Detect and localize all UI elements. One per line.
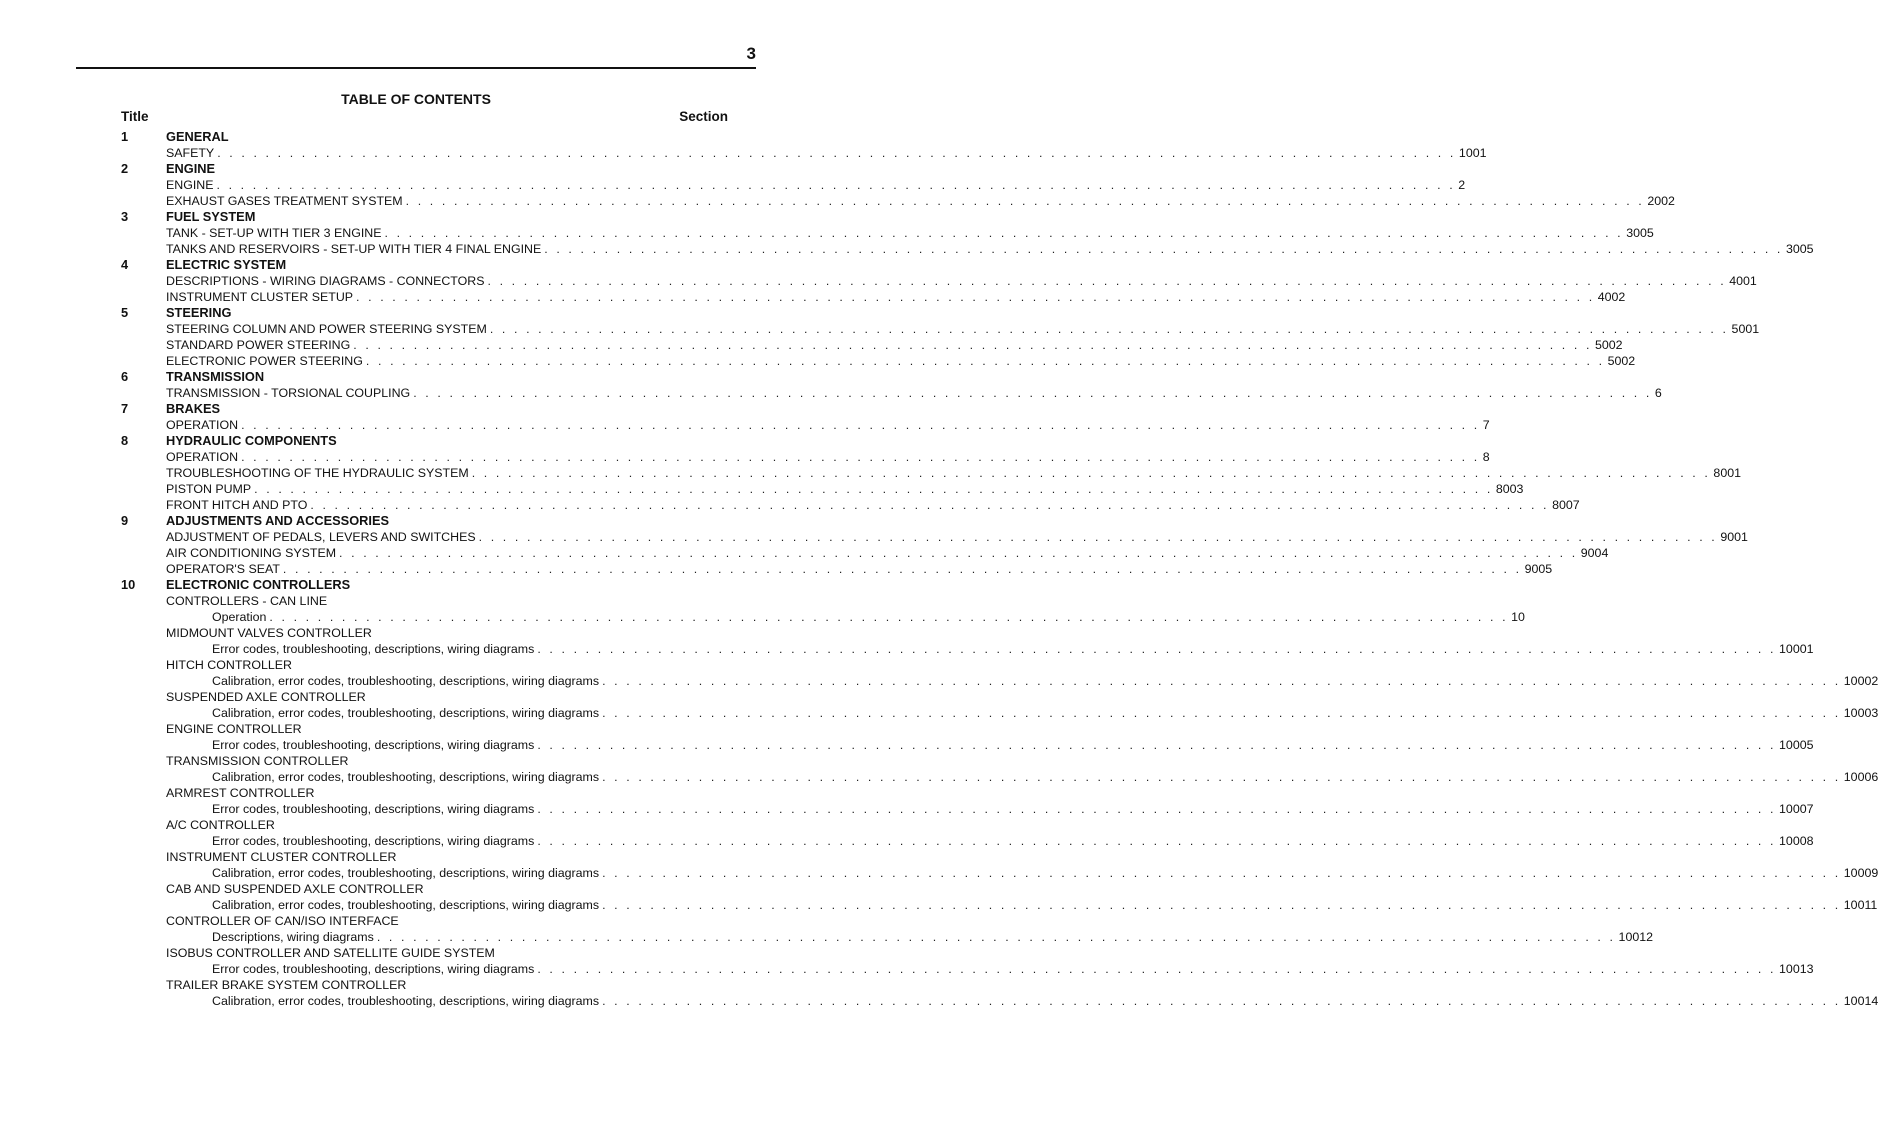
dot-leader: . . . . . . . . . . . . . . . . . . . . . . . . . . . . . . . . . . . . . . . . . . . . . . . . . . . . . . . . . . . . . . . . . . . . . . . . . . . . . . . . . . . . . . . . . . . . . . . . . . . . . . .	[602, 674, 1841, 688]
toc-entry[interactable]	[121, 561, 1553, 577]
dot-leader: . . . . . . . . . . . . . . . . . . . . . . . . . . . . . . . . . . . . . . . . . . . . . . . . . . . . . . . . . . . . . . . . . . . . . . . . . . . . . . . . . . . . . . . . . . . . . . . . . . . . . . .	[376, 930, 1616, 944]
toc-section-heading	[121, 577, 728, 593]
dot-leader: . . . . . . . . . . . . . . . . . . . . . . . . . . . . . . . . . . . . . . . . . . . . . . . . . . . . . . . . . . . . . . . . . . . . . . . . . . . . . . . . . . . . . . . . . . . . . . . . . . . . . . .	[602, 706, 1841, 720]
section-number: 5	[121, 305, 129, 320]
dot-leader: . . . . . . . . . . . . . . . . . . . . . . . . . . . . . . . . . . . . . . . . . . . . . . . . . . . . . . . . . . . . . . . . . . . . . . . . . . . . . . . . . . . . . . . . . . . . . . . . . . . . . . .	[537, 802, 1777, 816]
toc-entry-label: TANKS AND RESERVOIRS - SET-UP WITH TIER 4 FINAL ENGINE	[166, 242, 542, 256]
toc-subsection-name	[121, 977, 728, 993]
toc-entry[interactable]	[121, 465, 1741, 481]
toc-entry-label: STANDARD POWER STEERING	[166, 338, 351, 352]
dot-leader: . . . . . . . . . . . . . . . . . . . . . . . . . . . . . . . . . . . . . . . . . . . . . . . . . . . . . . . . . . . . . . . . . . . . . . . . . . . . . . . . . . . . . . . . . . . . . . . . . . . . . . .	[241, 450, 1480, 464]
section-number: 6	[121, 369, 129, 384]
toc-page-number: 10011	[1843, 898, 1878, 912]
dot-leader: . . . . . . . . . . . . . . . . . . . . . . . . . . . . . . . . . . . . . . . . . . . . . . . . . . . . . . . . . . . . . . . . . . . . . . . . . . . . . . . . . . . . . . . . . . . . . . . . . . . . . . .	[537, 962, 1777, 976]
toc-entry-label: Calibration, error codes, troubleshooting, descriptions, wiring diagrams	[212, 866, 600, 880]
toc-entry-label: Calibration, error codes, troubleshooting, descriptions, wiring diagrams	[212, 994, 600, 1008]
toc-entry-label: Calibration, error codes, troubleshooting, descriptions, wiring diagrams	[212, 898, 600, 912]
subsection-name: CAB AND SUSPENDED AXLE CONTROLLER	[166, 882, 424, 896]
toc-page-number: 2002	[1647, 194, 1675, 208]
dot-leader: . . . . . . . . . . . . . . . . . . . . . . . . . . . . . . . . . . . . . . . . . . . . . . . . . . . . . . . . . . . . . . . . . . . . . . . . . . . . . . . . . . . . . . . . . . . . . . . . . . . . . . .	[356, 290, 1595, 304]
subsection-name: TRANSMISSION CONTROLLER	[166, 754, 349, 768]
toc-entry-label: EXHAUST GASES TREATMENT SYSTEM	[166, 194, 403, 208]
toc-subsection-name	[121, 817, 728, 833]
dot-leader: . . . . . . . . . . . . . . . . . . . . . . . . . . . . . . . . . . . . . . . . . . . . . . . . . . . . . . . . . . . . . . . . . . . . . . . . . . . . . . . . . . . . . . . . . . . . . . . . . . . . . . .	[602, 898, 1841, 912]
toc-page-number: 10009	[1843, 866, 1878, 880]
column-headers	[121, 109, 728, 125]
toc-entry[interactable]	[121, 529, 1748, 545]
section-heading: BRAKES	[166, 401, 221, 416]
toc-entry[interactable]	[121, 225, 1654, 241]
toc-page-number: 5002	[1607, 354, 1636, 368]
toc-page-number: 9005	[1524, 562, 1553, 576]
dot-leader: . . . . . . . . . . . . . . . . . . . . . . . . . . . . . . . . . . . . . . . . . . . . . . . . . . . . . . . . . . . . . . . . . . . . . . . . . . . . . . . . . . . . . . . . . . . . . . . . . . . . . . .	[282, 562, 1522, 576]
toc-entry-label: FRONT HITCH AND PTO	[166, 498, 308, 512]
toc-entry[interactable]	[121, 177, 1466, 193]
toc-page-number: 3005	[1785, 242, 1814, 256]
section-heading: TRANSMISSION	[166, 369, 265, 384]
toc-subentry[interactable]	[121, 993, 1878, 1009]
toc-section-heading	[121, 257, 728, 273]
dot-leader: . . . . . . . . . . . . . . . . . . . . . . . . . . . . . . . . . . . . . . . . . . . . . . . . . . . . . . . . . . . . . . . . . . . . . . . . . . . . . . . . . . . . . . . . . . . . . . . . . . . . . . .	[602, 770, 1841, 784]
dot-leader: . . . . . . . . . . . . . . . . . . . . . . . . . . . . . . . . . . . . . . . . . . . . . . . . . . . . . . . . . . . . . . . . . . . . . . . . . . . . . . . . . . . . . . . . . . . . . . . . . . . . . . .	[544, 242, 1783, 256]
section-number: 1	[121, 129, 129, 144]
section-number: 10	[121, 577, 136, 592]
toc-subentry[interactable]	[121, 609, 1525, 625]
subsection-name: HITCH CONTROLLER	[166, 658, 292, 672]
toc-page-number: 10014	[1843, 994, 1878, 1008]
toc-page-number: 1001	[1458, 146, 1487, 160]
toc-subsection-name	[121, 625, 728, 641]
toc-entry-label: STEERING COLUMN AND POWER STEERING SYSTEM	[166, 322, 487, 336]
toc-entry[interactable]	[121, 337, 1623, 353]
dot-leader: . . . . . . . . . . . . . . . . . . . . . . . . . . . . . . . . . . . . . . . . . . . . . . . . . . . . . . . . . . . . . . . . . . . . . . . . . . . . . . . . . . . . . . . . . . . . . . . . . . . . . . .	[353, 338, 1592, 352]
dot-leader: . . . . . . . . . . . . . . . . . . . . . . . . . . . . . . . . . . . . . . . . . . . . . . . . . . . . . . . . . . . . . . . . . . . . . . . . . . . . . . . . . . . . . . . . . . . . . . . . . . . . . . .	[241, 418, 1480, 432]
subsection-name: TRAILER BRAKE SYSTEM CONTROLLER	[166, 978, 407, 992]
toc-entry[interactable]	[121, 497, 1580, 513]
dot-leader: . . . . . . . . . . . . . . . . . . . . . . . . . . . . . . . . . . . . . . . . . . . . . . . . . . . . . . . . . . . . . . . . . . . . . . . . . . . . . . . . . . . . . . . . . . . . . . . . . . . . . . .	[537, 834, 1777, 848]
toc-page-number: 9001	[1720, 530, 1748, 544]
header-rule	[76, 67, 756, 69]
section-heading: ADJUSTMENTS AND ACCESSORIES	[166, 513, 390, 528]
toc-page-number: 5001	[1731, 322, 1760, 336]
toc-section-heading	[121, 305, 728, 321]
toc-page-number: 8007	[1552, 498, 1580, 512]
toc-subentry[interactable]	[121, 961, 1814, 977]
subsection-name: A/C CONTROLLER	[166, 818, 275, 832]
toc-subsection-name	[121, 849, 728, 865]
toc-page-number: 6	[1654, 386, 1662, 400]
toc-subentry[interactable]	[121, 673, 1878, 689]
toc-page-number: 8003	[1495, 482, 1524, 496]
toc-entry-label: ADJUSTMENT OF PEDALS, LEVERS AND SWITCHES	[166, 530, 476, 544]
section-heading: FUEL SYSTEM	[166, 209, 256, 224]
toc-entry[interactable]	[121, 417, 1490, 433]
toc-page-number: 10002	[1843, 674, 1878, 688]
dot-leader: . . . . . . . . . . . . . . . . . . . . . . . . . . . . . . . . . . . . . . . . . . . . . . . . . . . . . . . . . . . . . . . . . . . . . . . . . . . . . . . . . . . . . . . . . . . . . . . . . . . . . . .	[216, 178, 1456, 192]
dot-leader: . . . . . . . . . . . . . . . . . . . . . . . . . . . . . . . . . . . . . . . . . . . . . . . . . . . . . . . . . . . . . . . . . . . . . . . . . . . . . . . . . . . . . . . . . . . . . . . . . . . . . . .	[413, 386, 1652, 400]
subsection-name: ENGINE CONTROLLER	[166, 722, 302, 736]
toc-subentry[interactable]	[121, 769, 1878, 785]
toc-page-number: 5002	[1595, 338, 1623, 352]
toc-page-number: 4002	[1597, 290, 1626, 304]
toc-section-heading	[121, 513, 728, 529]
toc-entry-label: Error codes, troubleshooting, descriptions, wiring diagrams	[212, 738, 535, 752]
section-number: 9	[121, 513, 129, 528]
toc-entry-label: TRANSMISSION - TORSIONAL COUPLING	[166, 386, 411, 400]
toc-page-number: 10006	[1843, 770, 1878, 784]
section-heading: STEERING	[166, 305, 232, 320]
toc-page-number: 10001	[1779, 642, 1814, 656]
subsection-name: MIDMOUNT VALVES CONTROLLER	[166, 626, 372, 640]
toc-entry-label: PISTON PUMP	[166, 482, 252, 496]
toc-entry-label: DESCRIPTIONS - WIRING DIAGRAMS - CONNECTORS	[166, 274, 485, 288]
toc-entry[interactable]	[121, 289, 1626, 305]
toc-entry-label: ENGINE	[166, 178, 214, 192]
toc-subentry[interactable]	[121, 705, 1878, 721]
dot-leader: . . . . . . . . . . . . . . . . . . . . . . . . . . . . . . . . . . . . . . . . . . . . . . . . . . . . . . . . . . . . . . . . . . . . . . . . . . . . . . . . . . . . . . . . . . . . . . . . . . . . . . .	[269, 610, 1509, 624]
toc-entry-label: Descriptions, wiring diagrams	[212, 930, 374, 944]
dot-leader: . . . . . . . . . . . . . . . . . . . . . . . . . . . . . . . . . . . . . . . . . . . . . . . . . . . . . . . . . . . . . . . . . . . . . . . . . . . . . . . . . . . . . . . . . . . . . . . . . . . . . . .	[602, 866, 1841, 880]
toc-page-number: 10008	[1779, 834, 1814, 848]
toc-subsection-name	[121, 785, 728, 801]
toc-entry[interactable]	[121, 321, 1760, 337]
toc-entry-label: AIR CONDITIONING SYSTEM	[166, 546, 337, 560]
section-heading: ELECTRIC SYSTEM	[166, 257, 287, 272]
dot-leader: . . . . . . . . . . . . . . . . . . . . . . . . . . . . . . . . . . . . . . . . . . . . . . . . . . . . . . . . . . . . . . . . . . . . . . . . . . . . . . . . . . . . . . . . . . . . . . . . . . . . . . .	[478, 530, 1718, 544]
toc-entry-label: Operation	[212, 610, 267, 624]
subsection-name: ISOBUS CONTROLLER AND SATELLITE GUIDE SYSTEM	[166, 946, 495, 960]
dot-leader: . . . . . . . . . . . . . . . . . . . . . . . . . . . . . . . . . . . . . . . . . . . . . . . . . . . . . . . . . . . . . . . . . . . . . . . . . . . . . . . . . . . . . . . . . . . . . . . . . . . . . . .	[384, 226, 1624, 240]
section-number: 4	[121, 257, 129, 272]
section-heading: GENERAL	[166, 129, 229, 144]
toc-entry-label: Error codes, troubleshooting, descriptions, wiring diagrams	[212, 642, 535, 656]
subsection-name: INSTRUMENT CLUSTER CONTROLLER	[166, 850, 397, 864]
toc-section-heading	[121, 369, 728, 385]
dot-leader: . . . . . . . . . . . . . . . . . . . . . . . . . . . . . . . . . . . . . . . . . . . . . . . . . . . . . . . . . . . . . . . . . . . . . . . . . . . . . . . . . . . . . . . . . . . . . . . . . . . . . . .	[254, 482, 1493, 496]
toc-section-heading	[121, 209, 728, 225]
column-header-title: Title	[121, 109, 149, 124]
dot-leader: . . . . . . . . . . . . . . . . . . . . . . . . . . . . . . . . . . . . . . . . . . . . . . . . . . . . . . . . . . . . . . . . . . . . . . . . . . . . . . . . . . . . . . . . . . . . . . . . . . . . . . .	[537, 642, 1777, 656]
dot-leader: . . . . . . . . . . . . . . . . . . . . . . . . . . . . . . . . . . . . . . . . . . . . . . . . . . . . . . . . . . . . . . . . . . . . . . . . . . . . . . . . . . . . . . . . . . . . . . . . . . . . . . .	[339, 546, 1578, 560]
toc-subsection-name	[121, 657, 728, 673]
toc-entry-label: OPERATION	[166, 450, 239, 464]
toc-entry-label: INSTRUMENT CLUSTER SETUP	[166, 290, 354, 304]
toc-entry[interactable]	[121, 353, 1636, 369]
section-number: 8	[121, 433, 129, 448]
toc-page-number: 3005	[1626, 226, 1654, 240]
toc-subentry[interactable]	[121, 833, 1814, 849]
toc-subentry[interactable]	[121, 929, 1654, 945]
toc-entry-label: Error codes, troubleshooting, descriptions, wiring diagrams	[212, 802, 535, 816]
subsection-name: CONTROLLER OF CAN/ISO INTERFACE	[166, 914, 399, 928]
toc-page-number: 8001	[1713, 466, 1741, 480]
toc-subsection-name	[121, 945, 728, 961]
toc-subsection-name	[121, 881, 728, 897]
toc-entry-label: Calibration, error codes, troubleshooting, descriptions, wiring diagrams	[212, 770, 600, 784]
dot-leader: . . . . . . . . . . . . . . . . . . . . . . . . . . . . . . . . . . . . . . . . . . . . . . . . . . . . . . . . . . . . . . . . . . . . . . . . . . . . . . . . . . . . . . . . . . . . . . . . . . . . . . .	[487, 274, 1727, 288]
toc-subsection-name	[121, 689, 728, 705]
toc-entry[interactable]	[121, 449, 1490, 465]
toc-page-number: 10007	[1779, 802, 1814, 816]
toc-entry-label: Error codes, troubleshooting, descriptions, wiring diagrams	[212, 962, 535, 976]
toc-subsection-name	[121, 721, 728, 737]
toc-entry-label: OPERATION	[166, 418, 239, 432]
section-number: 2	[121, 161, 129, 176]
section-number: 7	[121, 401, 129, 416]
toc-entry[interactable]	[121, 193, 1675, 209]
dot-leader: . . . . . . . . . . . . . . . . . . . . . . . . . . . . . . . . . . . . . . . . . . . . . . . . . . . . . . . . . . . . . . . . . . . . . . . . . . . . . . . . . . . . . . . . . . . . . . . . . . . . . . .	[310, 498, 1550, 512]
toc-section-heading	[121, 161, 728, 177]
toc-page-number: 10013	[1779, 962, 1814, 976]
toc-entry-label: SAFETY	[166, 146, 215, 160]
toc-entry[interactable]	[121, 273, 1757, 289]
toc-page-number: 10012	[1618, 930, 1654, 944]
toc-subsection-name	[121, 913, 728, 929]
dot-leader: . . . . . . . . . . . . . . . . . . . . . . . . . . . . . . . . . . . . . . . . . . . . . . . . . . . . . . . . . . . . . . . . . . . . . . . . . . . . . . . . . . . . . . . . . . . . . . . . . . . . . . .	[405, 194, 1645, 208]
toc-entry[interactable]	[121, 545, 1609, 561]
page-title: TABLE OF CONTENTS	[341, 91, 491, 107]
toc-entry[interactable]	[121, 385, 1662, 401]
dot-leader: . . . . . . . . . . . . . . . . . . . . . . . . . . . . . . . . . . . . . . . . . . . . . . . . . . . . . . . . . . . . . . . . . . . . . . . . . . . . . . . . . . . . . . . . . . . . . . . . . . . . . . .	[602, 994, 1841, 1008]
toc-entry-label: OPERATOR'S SEAT	[166, 562, 280, 576]
toc-subsection-name	[121, 753, 728, 769]
toc-subentry[interactable]	[121, 865, 1878, 881]
section-heading: HYDRAULIC COMPONENTS	[166, 433, 337, 448]
toc-subsection-name	[121, 593, 728, 609]
toc-entry-label: ELECTRONIC POWER STEERING	[166, 354, 363, 368]
toc-entry[interactable]	[121, 145, 1487, 161]
toc-section-heading	[121, 129, 728, 145]
toc-entry-label: TANK - SET-UP WITH TIER 3 ENGINE	[166, 226, 382, 240]
toc-subentry[interactable]	[121, 897, 1878, 913]
toc-entry[interactable]	[121, 481, 1524, 497]
dot-leader: . . . . . . . . . . . . . . . . . . . . . . . . . . . . . . . . . . . . . . . . . . . . . . . . . . . . . . . . . . . . . . . . . . . . . . . . . . . . . . . . . . . . . . . . . . . . . . . . . . . . . . .	[537, 738, 1777, 752]
toc-entry-label: Calibration, error codes, troubleshooting, descriptions, wiring diagrams	[212, 706, 600, 720]
toc-entry-label: Error codes, troubleshooting, descriptions, wiring diagrams	[212, 834, 535, 848]
toc-page-number: 10003	[1843, 706, 1878, 720]
subsection-name: CONTROLLERS - CAN LINE	[166, 594, 328, 608]
section-number: 3	[121, 209, 129, 224]
column-header-section: Section	[679, 109, 728, 124]
page-number: 3	[746, 44, 756, 63]
toc-section-heading	[121, 401, 728, 417]
toc-page-number: 4001	[1729, 274, 1757, 288]
subsection-name: SUSPENDED AXLE CONTROLLER	[166, 690, 366, 704]
toc-section-heading	[121, 433, 728, 449]
subsection-name: ARMREST CONTROLLER	[166, 786, 315, 800]
toc-entry[interactable]	[121, 241, 1814, 257]
toc-subentry[interactable]	[121, 801, 1814, 817]
toc-page-number: 8	[1482, 450, 1490, 464]
toc-entry-label: Calibration, error codes, troubleshooting, descriptions, wiring diagrams	[212, 674, 600, 688]
toc-entry-label: TROUBLESHOOTING OF THE HYDRAULIC SYSTEM	[166, 466, 469, 480]
toc-page-number: 10	[1511, 610, 1525, 624]
dot-leader: . . . . . . . . . . . . . . . . . . . . . . . . . . . . . . . . . . . . . . . . . . . . . . . . . . . . . . . . . . . . . . . . . . . . . . . . . . . . . . . . . . . . . . . . . . . . . . . . . . . . . . .	[489, 322, 1729, 336]
table-of-contents	[121, 129, 1878, 1009]
dot-leader: . . . . . . . . . . . . . . . . . . . . . . . . . . . . . . . . . . . . . . . . . . . . . . . . . . . . . . . . . . . . . . . . . . . . . . . . . . . . . . . . . . . . . . . . . . . . . . . . . . . . . . .	[471, 466, 1711, 480]
toc-page-number: 2	[1458, 178, 1466, 192]
toc-page-number: 10005	[1779, 738, 1814, 752]
toc-page-number: 9004	[1580, 546, 1609, 560]
dot-leader: . . . . . . . . . . . . . . . . . . . . . . . . . . . . . . . . . . . . . . . . . . . . . . . . . . . . . . . . . . . . . . . . . . . . . . . . . . . . . . . . . . . . . . . . . . . . . . . . . . . . . . .	[365, 354, 1605, 368]
section-heading: ENGINE	[166, 161, 216, 176]
toc-subentry[interactable]	[121, 737, 1814, 753]
toc-page-number: 7	[1482, 418, 1490, 432]
toc-subentry[interactable]	[121, 641, 1814, 657]
section-heading: ELECTRONIC CONTROLLERS	[166, 577, 351, 592]
dot-leader: . . . . . . . . . . . . . . . . . . . . . . . . . . . . . . . . . . . . . . . . . . . . . . . . . . . . . . . . . . . . . . . . . . . . . . . . . . . . . . . . . . . . . . . . . . . . . . . . . . . . . . .	[217, 146, 1456, 160]
